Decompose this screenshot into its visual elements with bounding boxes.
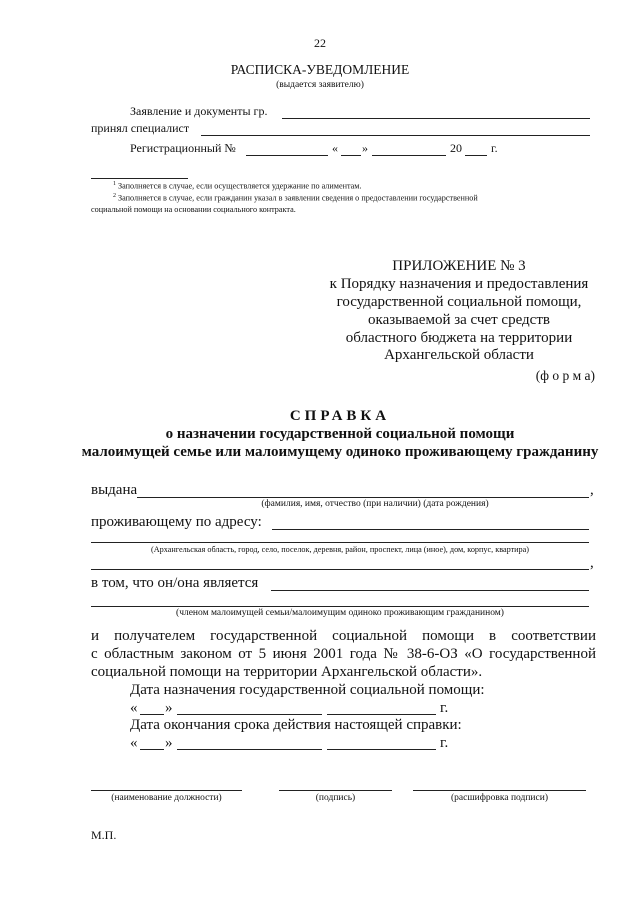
assign-quote-open: «	[130, 700, 138, 716]
issued-label: выдана	[91, 482, 138, 498]
address-label: проживающему по адресу:	[91, 514, 262, 530]
certificate-subtitle-2: малоимущей семье или малоимущему одиноко проживающему гражданину	[81, 444, 599, 460]
page-number: 22	[314, 36, 326, 50]
receipt-year-prefix: 20	[450, 141, 462, 155]
end-year-blank	[327, 749, 436, 750]
end-month-blank	[177, 749, 322, 750]
appendix-line: Архангельской области	[384, 347, 534, 363]
end-suffix: г.	[440, 735, 449, 751]
form-label: (ф о р м а)	[535, 368, 595, 383]
receipt-quote-open: «	[332, 141, 338, 155]
end-day-blank	[140, 749, 164, 750]
appendix-line: областного бюджета на территории	[345, 330, 573, 346]
receipt-line2-blank	[201, 135, 590, 136]
body-line: и получателем государственной социальной помощи в соответствии	[91, 628, 596, 644]
decode-blank	[413, 790, 586, 791]
receipt-month-blank	[372, 155, 446, 156]
footnote-1	[113, 181, 362, 191]
receipt-reg-blank	[246, 155, 328, 156]
decode-hint: (расшифровка подписи)	[451, 793, 548, 803]
appendix-line: к Порядку назначения и предоставления	[329, 276, 589, 292]
end-date-label: Дата окончания срока действия настоящей справки:	[130, 717, 462, 733]
receipt-quote-close: »	[362, 141, 368, 155]
assign-month-blank	[177, 714, 322, 715]
certificate-title: СПРАВКА	[289, 408, 391, 424]
assign-year-blank	[327, 714, 436, 715]
receipt-year-suffix: г.	[491, 141, 498, 155]
receipt-line2-label: принял специалист	[91, 121, 190, 135]
issued-hint: (фамилия, имя, отчество (при наличии) (дата рождения)	[261, 499, 489, 509]
address-blank-1	[272, 529, 589, 530]
appendix-line: государственной социальной помощи,	[336, 294, 582, 310]
signature-blank	[279, 790, 392, 791]
end-quote-open: «	[130, 735, 138, 751]
receipt-line1-blank	[282, 118, 590, 119]
position-hint: (наименование должности)	[111, 793, 222, 803]
certificate-subtitle-1: о назначении государственной социальной помощи	[165, 426, 515, 442]
footnote-separator	[91, 178, 188, 179]
footnote-mark: 1	[113, 181, 116, 187]
status-hint: (членом малоимущей семьи/малоимущим одиноко проживающим гражданином)	[176, 608, 504, 618]
position-blank	[91, 790, 242, 791]
address-hint: (Архангельская область, город, село, поселок, деревня, район, проспект, лица (иное), дом, корпус, квартира)	[150, 545, 529, 554]
receipt-subtitle: (выдается заявителю)	[276, 80, 364, 90]
assign-date-label: Дата назначения государственной социальной помощи:	[130, 682, 485, 698]
end-quote-close: »	[165, 735, 173, 751]
assign-day-blank	[140, 714, 164, 715]
address-blank-2	[91, 542, 589, 543]
issued-comma: ,	[590, 482, 594, 498]
receipt-year-blank	[465, 155, 487, 156]
receipt-day-blank	[341, 155, 361, 156]
address-comma: ,	[590, 555, 594, 571]
issued-blank	[137, 497, 589, 498]
body-line: социальной помощи на территории Архангельской области».	[91, 664, 483, 680]
footnote-text: Заполняется в случае, если гражданин указал в заявлении сведения о предоставлении государственной	[118, 193, 478, 203]
appendix-title: ПРИЛОЖЕНИЕ № 3	[392, 258, 526, 274]
assign-suffix: г.	[440, 700, 449, 716]
footnote-2	[113, 193, 478, 203]
footnote-mark: 2	[113, 193, 116, 199]
status-blank-2	[91, 606, 589, 607]
body-line: с областным законом от 5 июня 2001 года № 38-6-ОЗ «О государственной	[91, 646, 596, 662]
stamp-label: М.П.	[91, 828, 117, 842]
status-label: в том, что он/она является	[91, 575, 259, 591]
signature-hint: (подпись)	[315, 793, 356, 803]
address-blank-3	[91, 569, 589, 570]
receipt-reg-label: Регистрационный №	[130, 141, 236, 155]
receipt-line1-label: Заявление и документы гр.	[130, 104, 268, 118]
appendix-line: оказываемой за счет средств	[368, 312, 550, 328]
assign-quote-close: »	[165, 700, 173, 716]
receipt-title: РАСПИСКА-УВЕДОМЛЕНИЕ	[230, 62, 410, 77]
footnote-text: Заполняется в случае, если осуществляется удержание по алиментам.	[118, 181, 362, 191]
footnote-2-cont: социальной помощи на основании социального контракта.	[91, 205, 296, 214]
status-blank-1	[271, 590, 589, 591]
